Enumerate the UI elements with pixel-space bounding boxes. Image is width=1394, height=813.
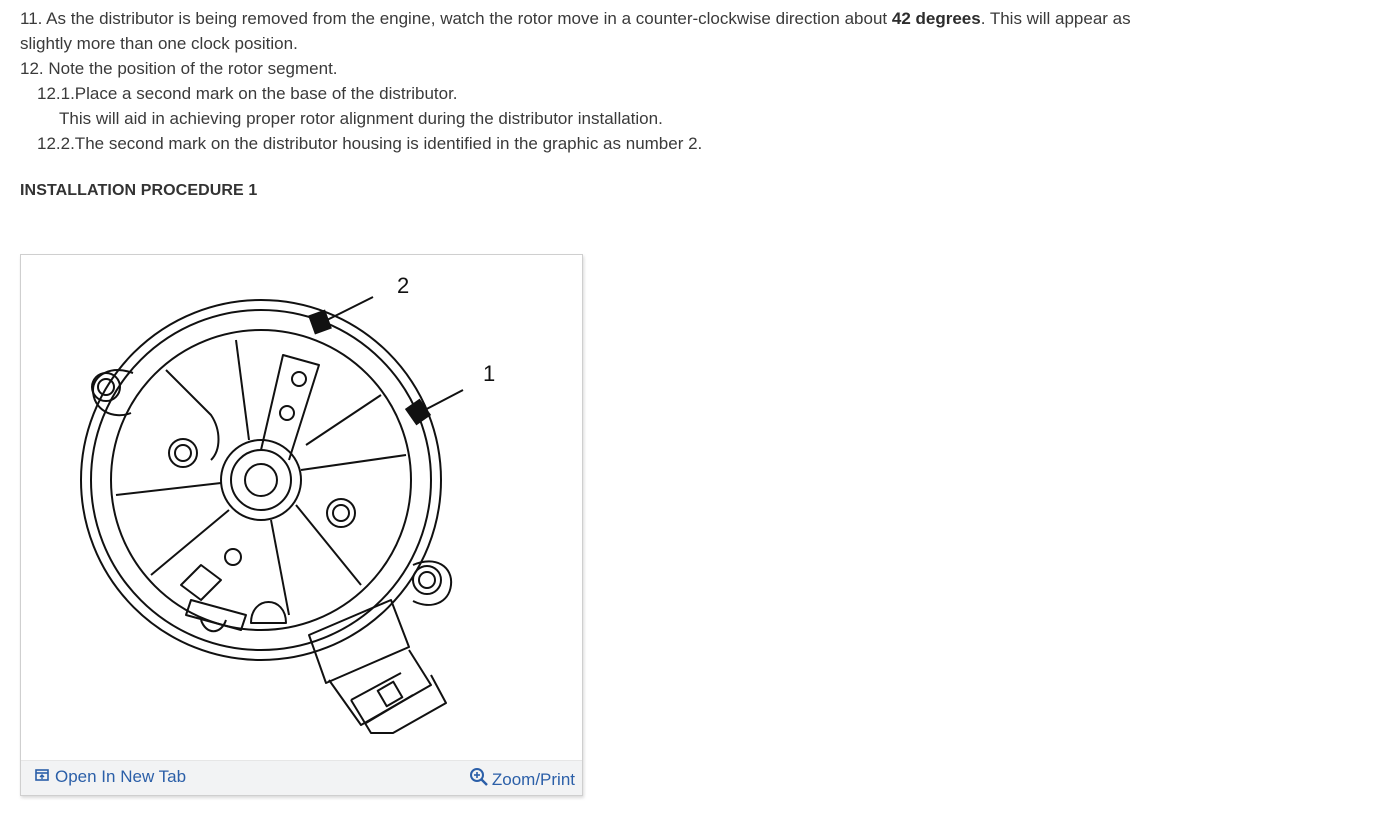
housing-rim: [91, 310, 431, 650]
step-11-line-2: slightly more than one clock position.: [20, 34, 298, 53]
callout-1: 1: [483, 361, 496, 386]
step-11-degrees: 42 degrees: [891, 9, 981, 28]
open-in-new-tab-link[interactable]: [35, 767, 186, 787]
base-inner: [111, 330, 411, 630]
connector-body: [309, 600, 409, 683]
step-12: 12. Note the position of the rotor segment.: [20, 59, 338, 78]
step-11-text-end: . This will appear as: [980, 9, 1131, 28]
zoom-print-label: Zoom/Print: [491, 769, 575, 789]
distributor-figure: [20, 254, 583, 796]
distributor-diagram: [21, 255, 582, 760]
shaft-mid: [231, 450, 291, 510]
step-11-text: 11. As the distributor is being removed from the engine, watch the rotor move in a counter-clockwise direction about: [20, 9, 892, 28]
step-12-2: 12.2.The second mark on the distributor housing is identified in the graphic as number 2.: [37, 134, 703, 153]
step-12-1: 12.1.Place a second mark on the base of the distributor.: [37, 84, 458, 103]
section-heading: INSTALLATION PROCEDURE 1: [20, 182, 258, 199]
shaft-inner: [245, 464, 277, 496]
step-11-line-1: [20, 6, 1220, 31]
open-new-tab-icon: [35, 767, 49, 787]
zoom-magnifier-icon: [469, 767, 489, 792]
instructions: [20, 6, 1220, 156]
shaft-outer: [221, 440, 301, 520]
mount-hole-right: [413, 566, 441, 594]
mark-1: [405, 399, 431, 426]
step-12-1-note: This will aid in achieving proper rotor alignment during the distributor installation.: [59, 109, 663, 128]
figure-toolbar: [21, 760, 582, 795]
open-in-new-tab-label: Open In New Tab: [55, 767, 187, 786]
callout-2: 2: [397, 273, 410, 298]
zoom-print-link[interactable]: [469, 767, 575, 792]
leader-line-2: [321, 297, 373, 323]
housing-outer: [81, 300, 441, 660]
